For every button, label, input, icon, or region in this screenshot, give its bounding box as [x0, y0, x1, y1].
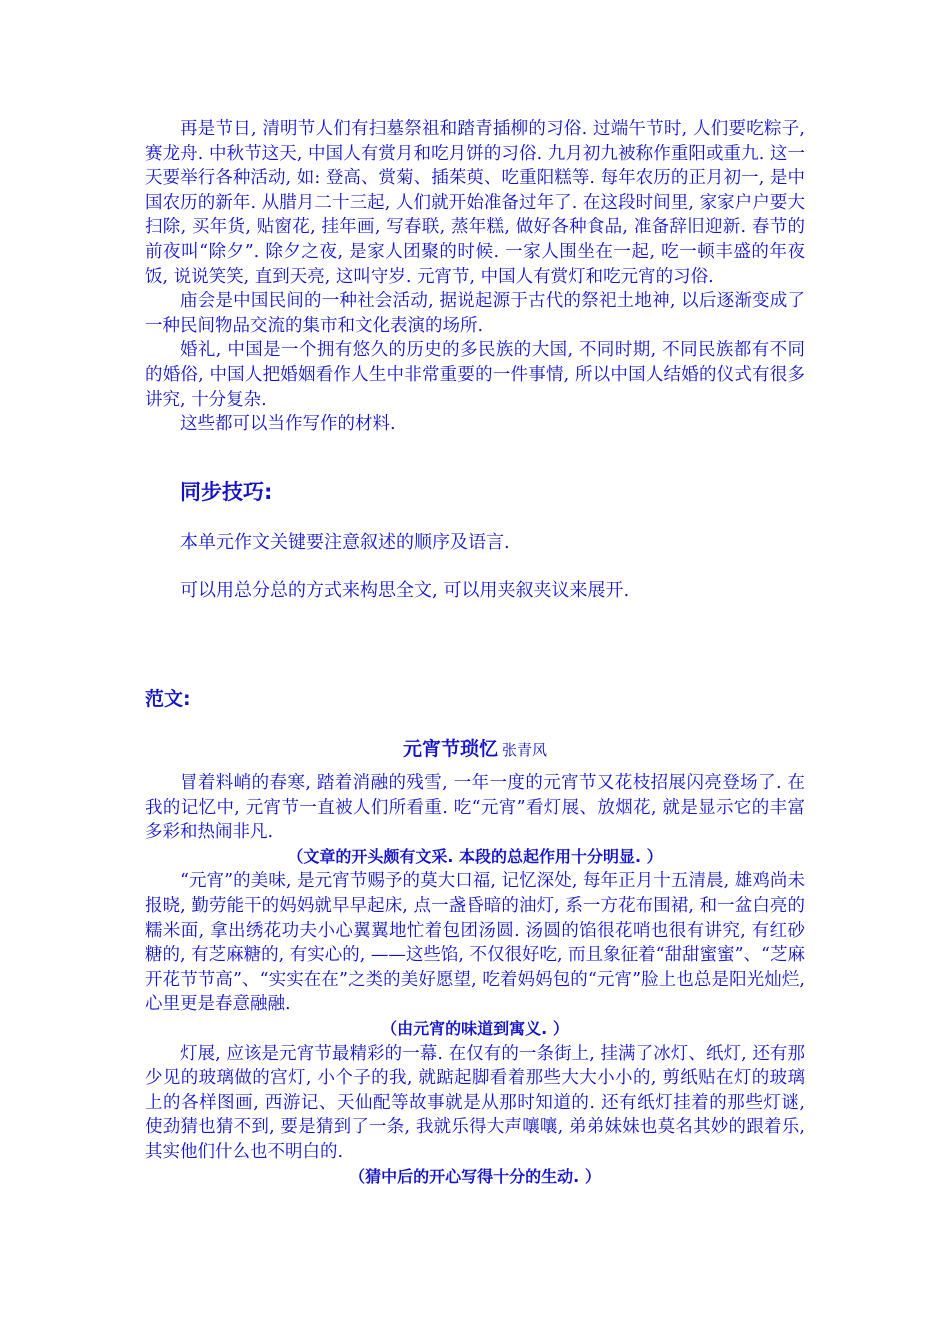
intro-paragraph-holidays: 再是节日, 清明节人们有扫墓祭祖和踏青插柳的习俗. 过端午节时, 人们要吃粽子, 赛龙舟. 中秋节这天, 中国人有赏月和吃月饼的习俗. 九月初九被称作重阳或重九. 这一天要举行各种活动, 如: 登高、赏菊、插茱萸、吃重阳糕等. 每年农历的正月初一, 是中国农历的新年. 从腊月二十三起, 人们就开始准备过年了. 在这段时间里, 家家户户要大扫除, 买年货, 贴窗花, 挂年画, 写春联, 蒸年糕, 做好各种食品, 准备辞旧迎新. 春节的前夜叫“除夕”. 除夕之夜, 是家人团聚的时候. 一家人围坐在一起, 吃一顿丰盛的年夜饭, 说说笑笑, 直到天亮, 这叫守岁. 元宵节, 中国人有赏灯和吃元宵的习俗. — [145, 119, 805, 287]
intro-paragraph-conclusion: 这些都可以当作写作的材料. — [180, 414, 396, 435]
tips-heading: 同步技巧: — [180, 480, 273, 504]
intro-paragraph-temple-fair: 庙会是中国民间的一种社会活动, 据说起源于古代的祭祀土地神, 以后逐渐变成了一种民间物品交流的集市和文化表演的场所. — [145, 291, 805, 336]
essay-author: 张青风 — [502, 741, 548, 759]
essay-title: 元宵节琐忆 — [402, 738, 498, 760]
tip-line-2: 可以用总分总的方式来构思全文, 可以用夹叙夹议来展开. — [180, 580, 630, 601]
essay-comment-opening: （文章的开头颇有文采. 本段的总起作用十分明显. ） — [287, 846, 663, 866]
essay-paragraph-yuanxiao-taste: “元宵”的美味, 是元宵节赐予的莫大口福, 记忆深处, 每年正月十五清晨, 雄鸡尚未报晓, 勤劳能干的妈妈就早早起床, 点一盏昏暗的油灯, 系一方花布围裙, 和一盆白亮的糯米面, 拿出绣花功夫小心翼翼地忙着包团汤圆. 汤圆的馅很花哨也很有讲究, 有红砂糖的, 有芝麻糖的, 有实心的, ——这些馅, 不仅很好吃, 而且象征着“甜甜蜜蜜”、“芝麻开花节节高”、“实实在在”之类的美好愿望, 吃着妈妈包的“元宵”脸上也总是阳光灿烂, 心里更是春意融融. — [145, 871, 805, 1015]
essay-comment-lantern: （猜中后的开心写得十分的生动. ） — [349, 1166, 601, 1186]
tip-line-1: 本单元作文关键要注意叙述的顺序及语言. — [180, 532, 510, 553]
essay-body — [145, 771, 805, 1189]
essay-comment-taste: （由元宵的味道到寓义. ） — [381, 1018, 569, 1038]
intro-section — [145, 117, 805, 437]
essay-paragraph-opening: 冒着料峭的春寒, 踏着消融的残雪, 一年一度的元宵节又花枝招展闪亮登场了. 在我的记忆中, 元宵节一直被人们所看重. 吃“元宵”看灯展、放烟花, 就是显示它的丰富多彩和热闹非凡. — [145, 773, 805, 843]
sample-heading: 范文: — [145, 688, 191, 710]
essay-paragraph-lantern-show: 灯展, 应该是元宵节最精彩的一幕. 在仅有的一条街上, 挂满了冰灯、纸灯, 还有那少见的玻璃做的宫灯, 小个子的我, 就踮起脚看着那些大大小小的, 剪纸贴在灯的玻璃上的各样图画, 西游记、天仙配等故事就是从那时知道的. 还有纸灯挂着的那些灯谜, 使劲猜也猜不到, 要是猜到了一条, 我就乐得大声嚷嚷, 弟弟妹妹也莫名其妙的跟着乐, 其实他们什么也不明白的. — [145, 1043, 805, 1162]
intro-paragraph-wedding: 婚礼, 中国是一个拥有悠久的历史的多民族的大国, 不同时期, 不同民族都有不同的婚俗, 中国人把婚姻看作人生中非常重要的一件事情, 所以中国人结婚的仪式有很多讲究, 十分复杂. — [145, 340, 805, 410]
essay-title-row — [145, 734, 805, 761]
